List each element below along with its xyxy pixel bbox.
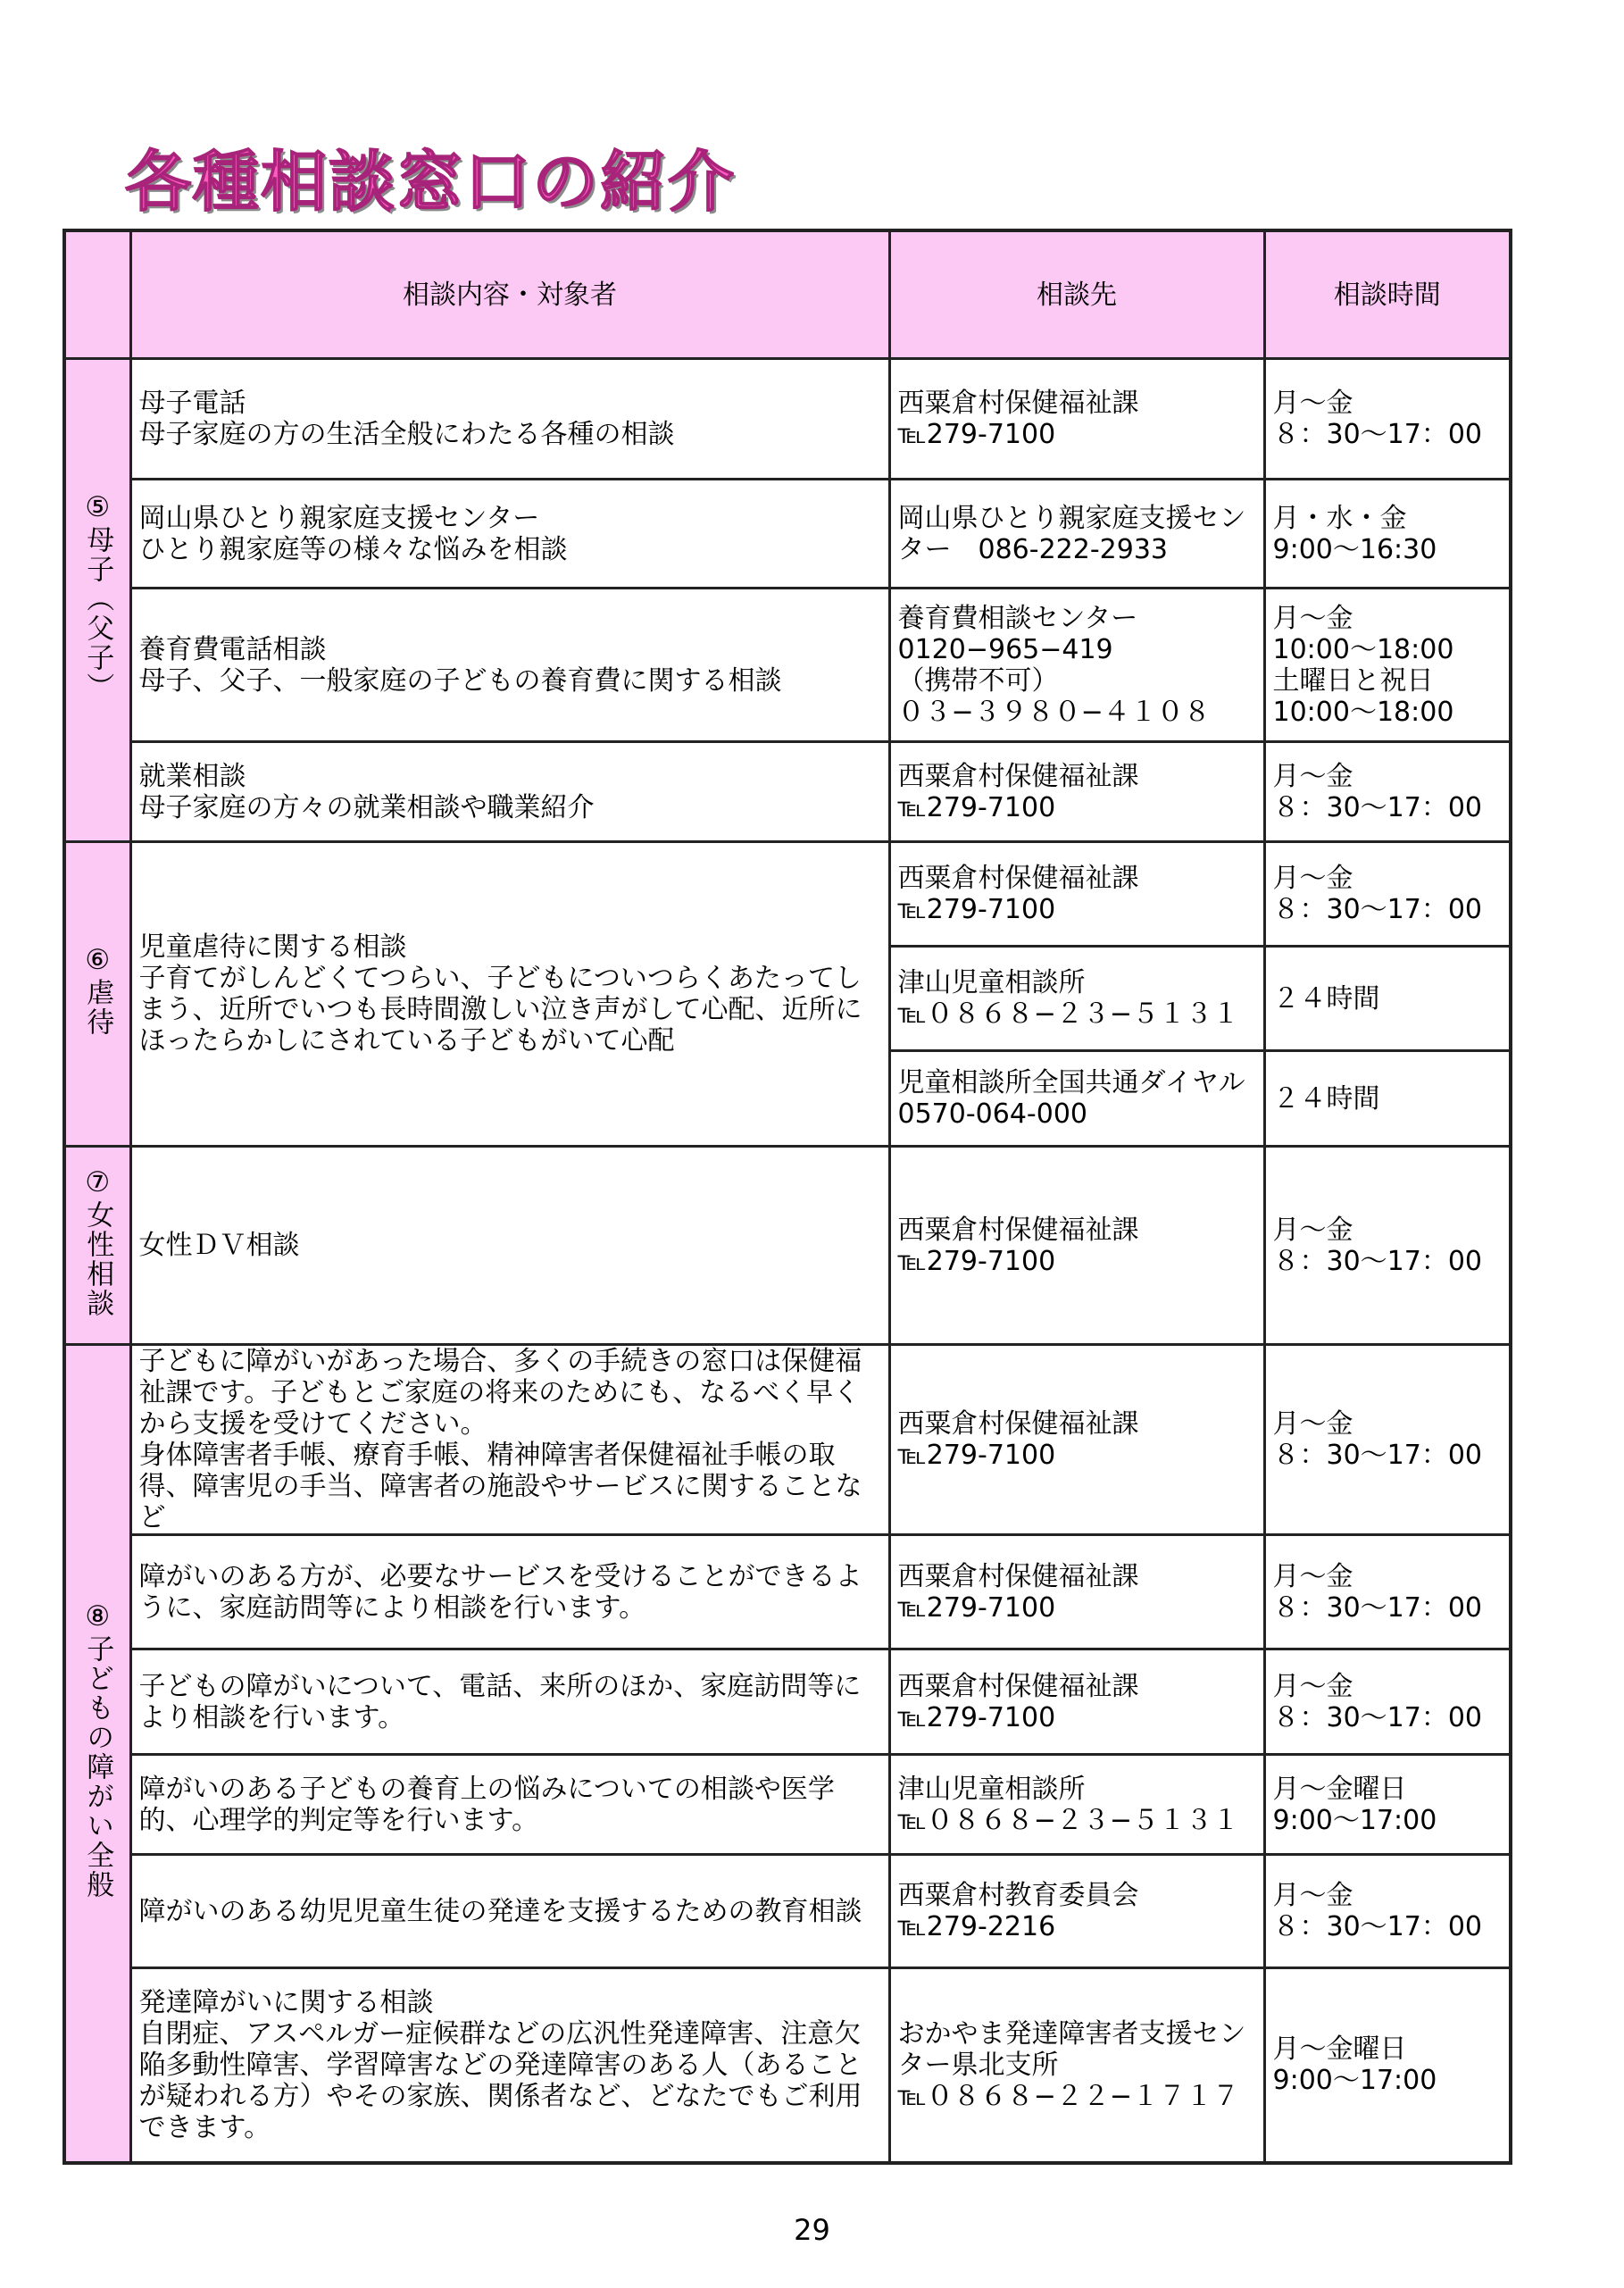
header-place: 相談先 <box>889 230 1264 359</box>
category-label: ⑥虐待 <box>81 944 114 1037</box>
row-hours: ２４時間 <box>1264 947 1511 1051</box>
table-row <box>64 1147 1511 1345</box>
table-row <box>64 589 1511 742</box>
table-row <box>64 1345 1511 1535</box>
row-hours: 月～金 ８：30～17：00 <box>1264 1147 1511 1345</box>
header-corner-cell <box>64 230 130 359</box>
row-content: 女性ＤＶ相談 <box>130 1147 889 1345</box>
row-place: 養育費相談センター 0120−965−419 （携帯不可） ０３−３９８０−４１０８ <box>889 589 1264 742</box>
row-hours: 月～金 ８：30～17：00 <box>1264 742 1511 842</box>
header-row <box>64 230 1511 359</box>
row-content: 障がいのある幼児児童生徒の発達を支援するための教育相談 <box>130 1855 889 1968</box>
row-hours: 月～金 10:00～18:00 土曜日と祝日 10:00～18:00 <box>1264 589 1511 742</box>
table-row <box>64 1855 1511 1968</box>
header-hours: 相談時間 <box>1264 230 1511 359</box>
row-content: 子どもに障がいがあった場合、多くの手続きの窓口は保健福祉課です。子どもとご家庭の将来のためにも、なるべく早くから支援を受けてください。 身体障害者手帳、療育手帳、精神障害者保健福祉手帳の取得、障害児の手当、障害者の施設やサービスに関することなど <box>130 1345 889 1535</box>
category-cell-abuse <box>64 842 130 1147</box>
table-row <box>64 1968 1511 2163</box>
row-hours: 月～金曜日 9:00～17:00 <box>1264 1968 1511 2163</box>
row-content: 障がいのある方が、必要なサービスを受けることができるように、家庭訪問等により相談を行います。 <box>130 1535 889 1649</box>
row-hours: 月～金 ８：30～17：00 <box>1264 842 1511 947</box>
row-place: おかやま発達障害者支援センター県北支所 ℡０８６８−２２−１７１７ <box>889 1968 1264 2163</box>
row-hours: 月～金 ８：30～17：00 <box>1264 1855 1511 1968</box>
category-cell-women <box>64 1147 130 1345</box>
row-place: 西粟倉村保健福祉課 ℡279-7100 <box>889 359 1264 480</box>
row-content: 岡山県ひとり親家庭支援センター ひとり親家庭等の様々な悩みを相談 <box>130 480 889 589</box>
row-hours: 月～金 ８：30～17：00 <box>1264 1345 1511 1535</box>
category-cell-single-parent <box>64 359 130 842</box>
row-hours: 月・水・金 9:00～16:30 <box>1264 480 1511 589</box>
row-place: 西粟倉村保健福祉課 ℡279-7100 <box>889 1649 1264 1755</box>
row-place: 津山児童相談所 ℡０８６８−２３−５１３１ <box>889 947 1264 1051</box>
consultation-table <box>62 229 1512 2165</box>
header-content: 相談内容・対象者 <box>130 230 889 359</box>
row-place: 岡山県ひとり親家庭支援センター 086-222-2933 <box>889 480 1264 589</box>
category-label: ⑦女性相談 <box>81 1165 114 1318</box>
category-label: ⑧子どもの障がい全般 <box>81 1599 114 1900</box>
row-hours: 月～金曜日 9:00～17:00 <box>1264 1755 1511 1855</box>
row-place: 児童相談所全国共通ダイヤル 0570-064-000 <box>889 1051 1264 1147</box>
table-row <box>64 1649 1511 1755</box>
row-content: 就業相談 母子家庭の方々の就業相談や職業紹介 <box>130 742 889 842</box>
table-row <box>64 480 1511 589</box>
row-content: 養育費電話相談 母子、父子、一般家庭の子どもの養育費に関する相談 <box>130 589 889 742</box>
table-row <box>64 359 1511 480</box>
category-cell-disability <box>64 1345 130 2163</box>
table-row <box>64 1535 1511 1649</box>
row-content: 発達障がいに関する相談 自閉症、アスペルガー症候群などの広汎性発達障害、注意欠陥多動性障害、学習障害などの発達障害のある人（あることが疑われる方）やその家族、関係者など、どなたでもご利用できます。 <box>130 1968 889 2163</box>
page-number: 29 <box>794 2213 830 2247</box>
row-hours: 月～金 ８：30～17：00 <box>1264 1649 1511 1755</box>
row-hours: 月～金 ８：30～17：00 <box>1264 359 1511 480</box>
row-place: 西粟倉村保健福祉課 ℡279-7100 <box>889 742 1264 842</box>
row-content: 子どもの障がいについて、電話、来所のほか、家庭訪問等により相談を行います。 <box>130 1649 889 1755</box>
table-row <box>64 742 1511 842</box>
row-place: 西粟倉村保健福祉課 ℡279-7100 <box>889 1345 1264 1535</box>
category-label: ⑤母子（父子） <box>81 491 114 702</box>
row-place: 西粟倉村教育委員会 ℡279-2216 <box>889 1855 1264 1968</box>
table-row <box>64 1755 1511 1855</box>
row-hours: 月～金 ８：30～17：00 <box>1264 1535 1511 1649</box>
row-content: 児童虐待に関する相談 子育てがしんどくてつらい、子どもについつらくあたってしまう、近所でいつも長時間激しい泣き声がして心配、近所にほったらかしにされている子どもがいて心配 <box>130 842 889 1147</box>
row-place: 津山児童相談所 ℡０８６８−２３−５１３１ <box>889 1755 1264 1855</box>
table-row <box>64 842 1511 947</box>
row-place: 西粟倉村保健福祉課 ℡279-7100 <box>889 842 1264 947</box>
row-hours: ２４時間 <box>1264 1051 1511 1147</box>
row-place: 西粟倉村保健福祉課 ℡279-7100 <box>889 1535 1264 1649</box>
row-content: 障がいのある子どもの養育上の悩みについての相談や医学的、心理学的判定等を行います。 <box>130 1755 889 1855</box>
row-content: 母子電話 母子家庭の方の生活全般にわたる各種の相談 <box>130 359 889 480</box>
row-place: 西粟倉村保健福祉課 ℡279-7100 <box>889 1147 1264 1345</box>
page-title: 各種相談窓口の紹介 <box>125 144 736 221</box>
